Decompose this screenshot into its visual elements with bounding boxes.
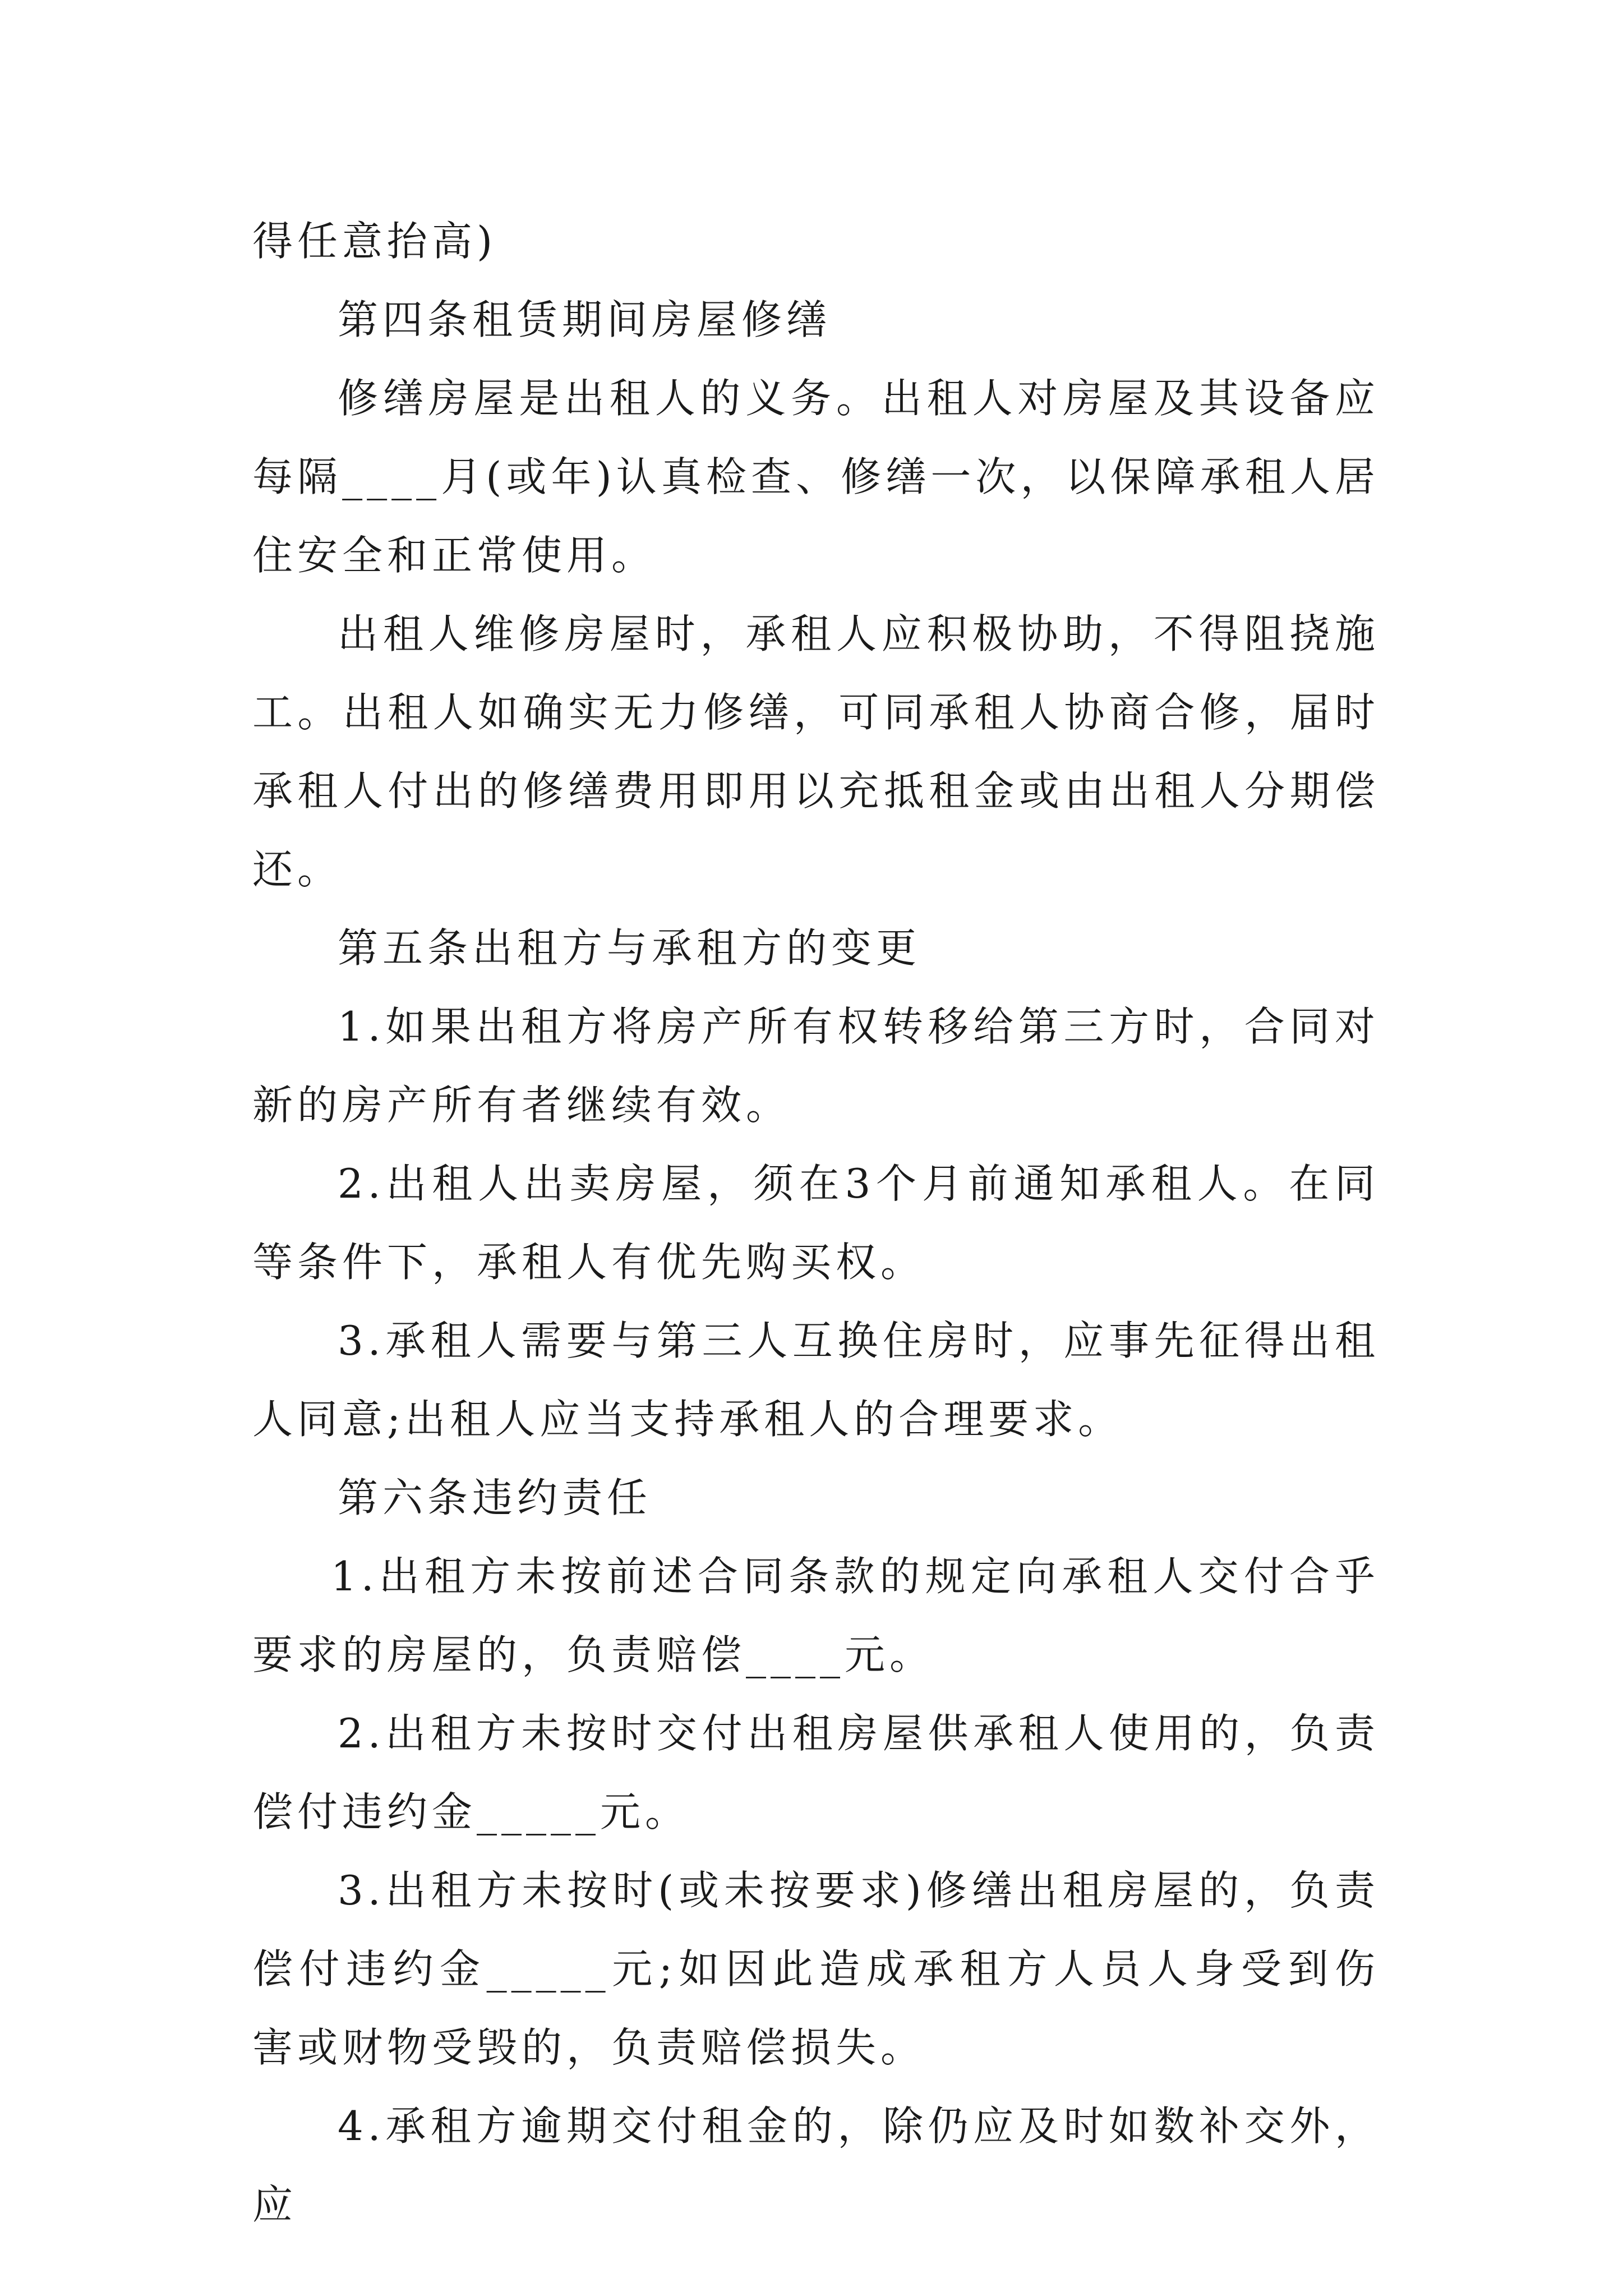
clause-5-1: 1.如果出租方将房产所有权转移给第三方时，合同对新的房产所有者继续有效。 bbox=[252, 1003, 1380, 1129]
clause-5-3: 3.承租人需要与第三人互换住房时，应事先征得出租人同意;出租人应当支持承租人的合理要求。 bbox=[252, 1317, 1380, 1443]
paragraph-repair-cooperation: 出租人维修房屋时，承租人应积极协助，不得阻挠施工。出租人如确实无力修缮，可同承租人协商合修，届时承租人付出的修缮费用即用以充抵租金或由出租人分期偿还。 bbox=[252, 610, 1380, 893]
clause-6-3: 3.出租方未按时(或未按要求)修缮出租房屋的，负责偿付违约金_____元;如因此造成承租方人员人身受到伤害或财物受毁的，负责赔偿损失。 bbox=[252, 1867, 1380, 2071]
document-body bbox=[252, 202, 1380, 2244]
clause-6-2: 2.出租方未按时交付出租房屋供承租人使用的，负责偿付违约金_____元。 bbox=[252, 1710, 1380, 1835]
article-5-heading: 第五条出租方与承租方的变更 bbox=[338, 924, 921, 972]
paragraph-repair-duty: 修缮房屋是出租人的义务。出租人对房屋及其设备应每隔____月(或年)认真检查、修缮一次，以保障承租人居住安全和正常使用。 bbox=[252, 375, 1380, 579]
article-4-heading: 第四条租赁期间房屋修缮 bbox=[338, 296, 832, 343]
clause-5-2: 2.出租人出卖房屋，须在3个月前通知承租人。在同等条件下，承租人有优先购买权。 bbox=[252, 1160, 1380, 1286]
clause-6-1: 1.出租方未按前述合同条款的规定向承租人交付合乎要求的房屋的，负责赔偿____元。 bbox=[252, 1553, 1380, 1678]
article-6-heading: 第六条违约责任 bbox=[338, 1474, 652, 1521]
clause-6-4: 4.承租方逾期交付租金的，除仍应及时如数补交外，应 bbox=[252, 2102, 1380, 2228]
paragraph-continuation: 得任意抬高) bbox=[252, 218, 497, 265]
